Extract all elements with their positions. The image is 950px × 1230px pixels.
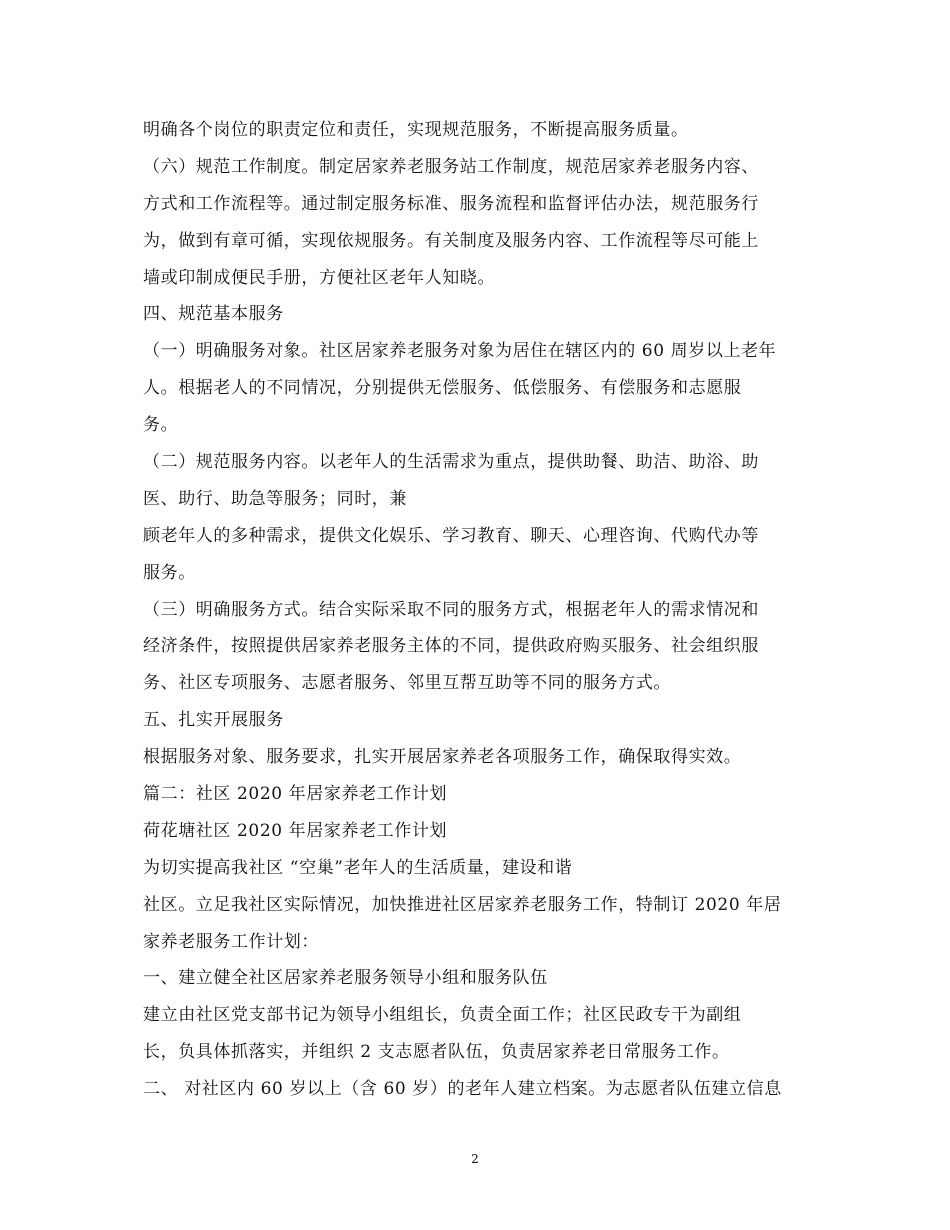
text-line: （六）规范工作制度。制定居家养老服务站工作制度，规范居家养老服务内容、: [143, 156, 759, 177]
text-line: 经济条件，按照提供居家养老服务主体的不同，提供政府购买服务、社会组织服: [143, 636, 759, 657]
section-heading: 一、建立健全社区居家养老服务领导小组和服务队伍: [143, 968, 548, 989]
text-line: 建立由社区党支部书记为领导小组组长，负责全面工作；社区民政专干为副组: [143, 1005, 742, 1026]
text-line: 方式和工作流程等。通过制定服务标准、服务流程和监督评估办法，规范服务行: [143, 193, 759, 214]
text-line: （二）规范服务内容。以老年人的生活需求为重点，提供助餐、助洁、助浴、助: [143, 452, 759, 473]
text-line: 家养老服务工作计划：: [143, 931, 319, 952]
text-line: （三）明确服务方式。结合实际采取不同的服务方式，根据老年人的需求情况和: [143, 599, 759, 620]
text-line: 服务。: [143, 562, 196, 583]
text-line: 墙或印制成便民手册，方便社区老年人知晓。: [143, 267, 495, 288]
text-line: 为切实提高我社区 “空巢”老年人的生活质量，建设和谐: [143, 857, 573, 878]
text-line: （一）明确服务对象。社区居家养老服务对象为居住在辖区内的 60 周岁以上老年: [143, 341, 777, 362]
text-line: 务。: [143, 415, 179, 436]
page-number: 2: [471, 1152, 479, 1166]
article-subtitle: 荷花塘社区 2020 年居家养老工作计划: [143, 820, 448, 841]
text-line: 社区。立足我社区实际情况，加快推进社区居家养老服务工作，特制订 2020 年居: [143, 894, 782, 915]
text-line: 根据服务对象、服务要求，扎实开展居家养老各项服务工作，确保取得实效。: [143, 747, 742, 768]
text-line: 人。根据老人的不同情况，分别提供无偿服务、低偿服务、有偿服务和志愿服: [143, 378, 742, 399]
text-line: 明确各个岗位的职责定位和责任，实现规范服务，不断提高服务质量。: [143, 120, 689, 140]
document-body: [143, 112, 823, 1108]
text-line: 为，做到有章可循，实现依规服务。有关制度及服务内容、工作流程等尽可能上: [143, 230, 759, 251]
section-heading: 五、扎实开展服务: [143, 710, 284, 731]
text-line: 长，负具体抓落实，并组织 2 支志愿者队伍，负责居家养老日常服务工作。: [143, 1042, 730, 1063]
text-line: 二、 对社区内 60 岁以上（含 60 岁）的老年人建立档案。为志愿者队伍建立信息: [143, 1079, 782, 1100]
text-line: 医、助行、助急等服务；同时，兼: [143, 488, 407, 509]
text-line: 顾老年人的多种需求，提供文化娱乐、学习教育、聊天、心理咨询、代购代办等: [143, 525, 759, 546]
article-title: 篇二：社区 2020 年居家养老工作计划: [143, 784, 448, 805]
section-heading: 四、规范基本服务: [143, 304, 284, 325]
text-line: 务、社区专项服务、志愿者服务、邻里互帮互助等不同的服务方式。: [143, 673, 671, 694]
